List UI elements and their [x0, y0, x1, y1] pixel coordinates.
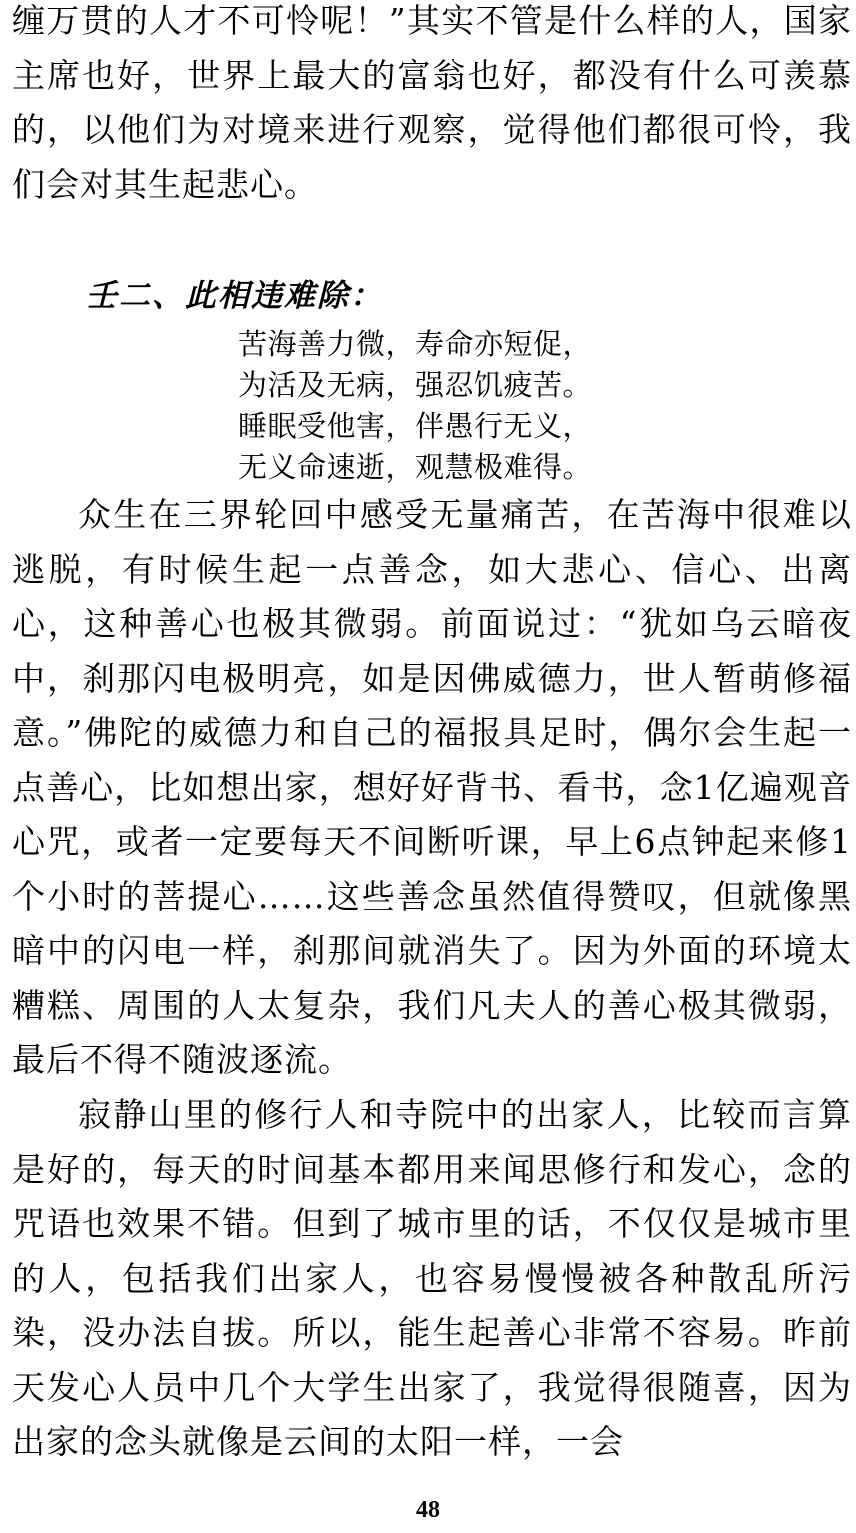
paragraph: 寂静山里的修行人和寺院中的出家人，比较而言算是好的，每天的时间基本都用来闻思修行和发心，念的咒语也效果不错。但到了城市里的话，不仅仅是城市里的人，包括我们出家人，也容易慢慢被各种散乱所污染，没办法自拔。所以，能生起善心非常不容易。昨前天发心人员中几个大学生出家了，我觉得很随喜，因为出家的念头就像是云间的太阳一样，一会 [12, 1095, 852, 1461]
verse-line: 为活及无病，强忍饥疲苦。 [238, 368, 593, 402]
paragraph-continued: 缠万贯的人才不可怜呢！”其实不管是什么样的人，国家主席也好，世界上最大的富翁也好，都没有什么可羡慕的，以他们为对境来进行观察，觉得他们都很可怜，我们会对其生起悲心。 [12, 1, 852, 204]
verse-block [238, 324, 658, 488]
section-heading: 壬二、此相违难除： [86, 278, 383, 314]
paragraph: 众生在三界轮回中感受无量痛苦，在苦海中很难以逃脱，有时候生起一点善念，如大悲心、信心、出离心，这种善心也极其微弱。前面说过：“犹如乌云暗夜中，刹那闪电极明亮，如是因佛威德力，世人暂萌修福意。”佛陀的威德力和自己的福报具足时，偶尔会生起一点善心，比如想出家，想好好背书、看书，念1亿遍观音心咒，或者一定要每天不间断听课，早上6点钟起来修1个小时的菩提心……这些善念虽然值得赞叹，但就像黑暗中的闪电一样，刹那间就消失了。因为外面的环境太糟糕、周围的人太复杂，我们凡夫人的善心极其微弱，最后不得不随波逐流。 [12, 495, 852, 1079]
verse-line: 睡眠受他害，伴愚行无义， [238, 409, 593, 443]
verse-line: 无义命速逝，观慧极难得。 [238, 450, 593, 484]
page-number: 48 [416, 1497, 440, 1523]
verse-line: 苦海善力微，寿命亦短促， [238, 327, 593, 361]
